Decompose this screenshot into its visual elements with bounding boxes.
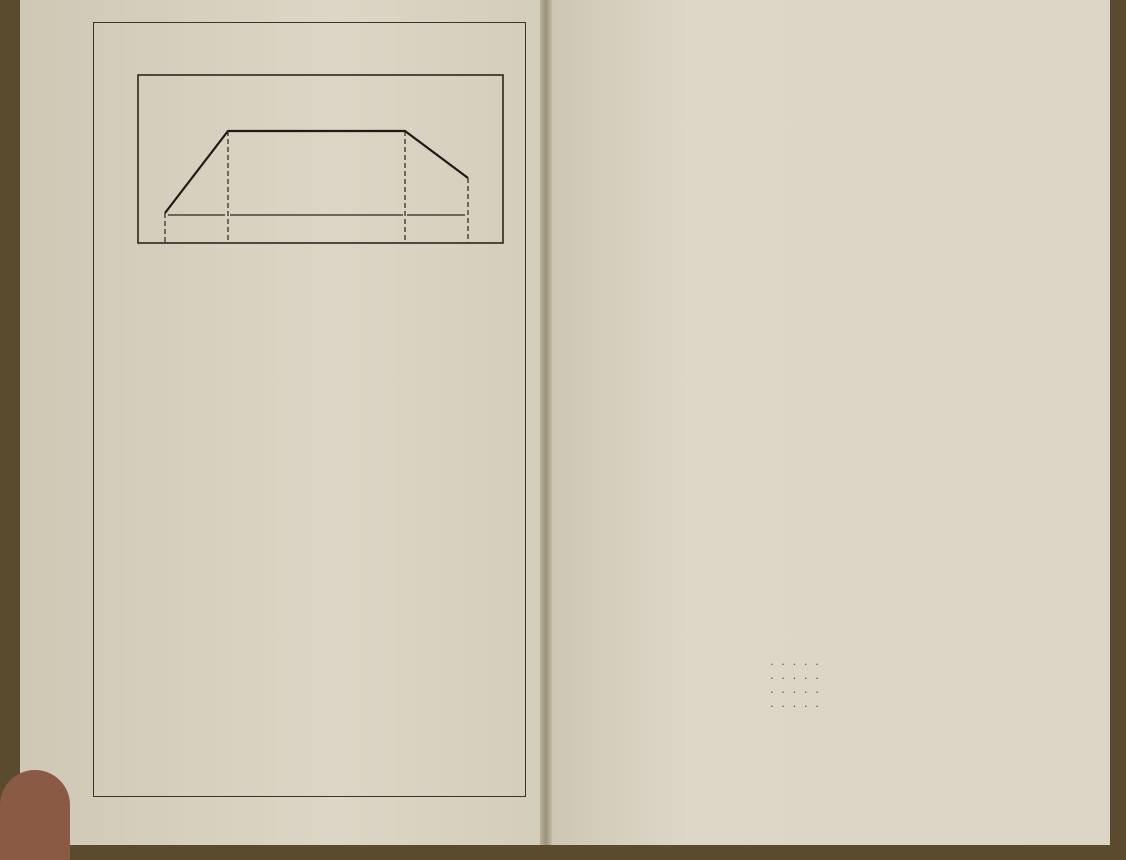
plot-area xyxy=(138,75,503,243)
table-row: . . . . . xyxy=(770,696,821,710)
table-row: . . . . . xyxy=(770,668,821,682)
response-curve xyxy=(165,131,468,213)
thumb xyxy=(0,770,70,860)
table-row: . . . . . xyxy=(770,654,821,668)
table-row: . . . . . xyxy=(770,682,821,696)
frequency-response-chart xyxy=(110,55,520,280)
right-page xyxy=(545,0,1110,845)
book-gutter xyxy=(540,0,552,845)
class-table xyxy=(690,648,990,710)
region-markers xyxy=(165,131,468,243)
